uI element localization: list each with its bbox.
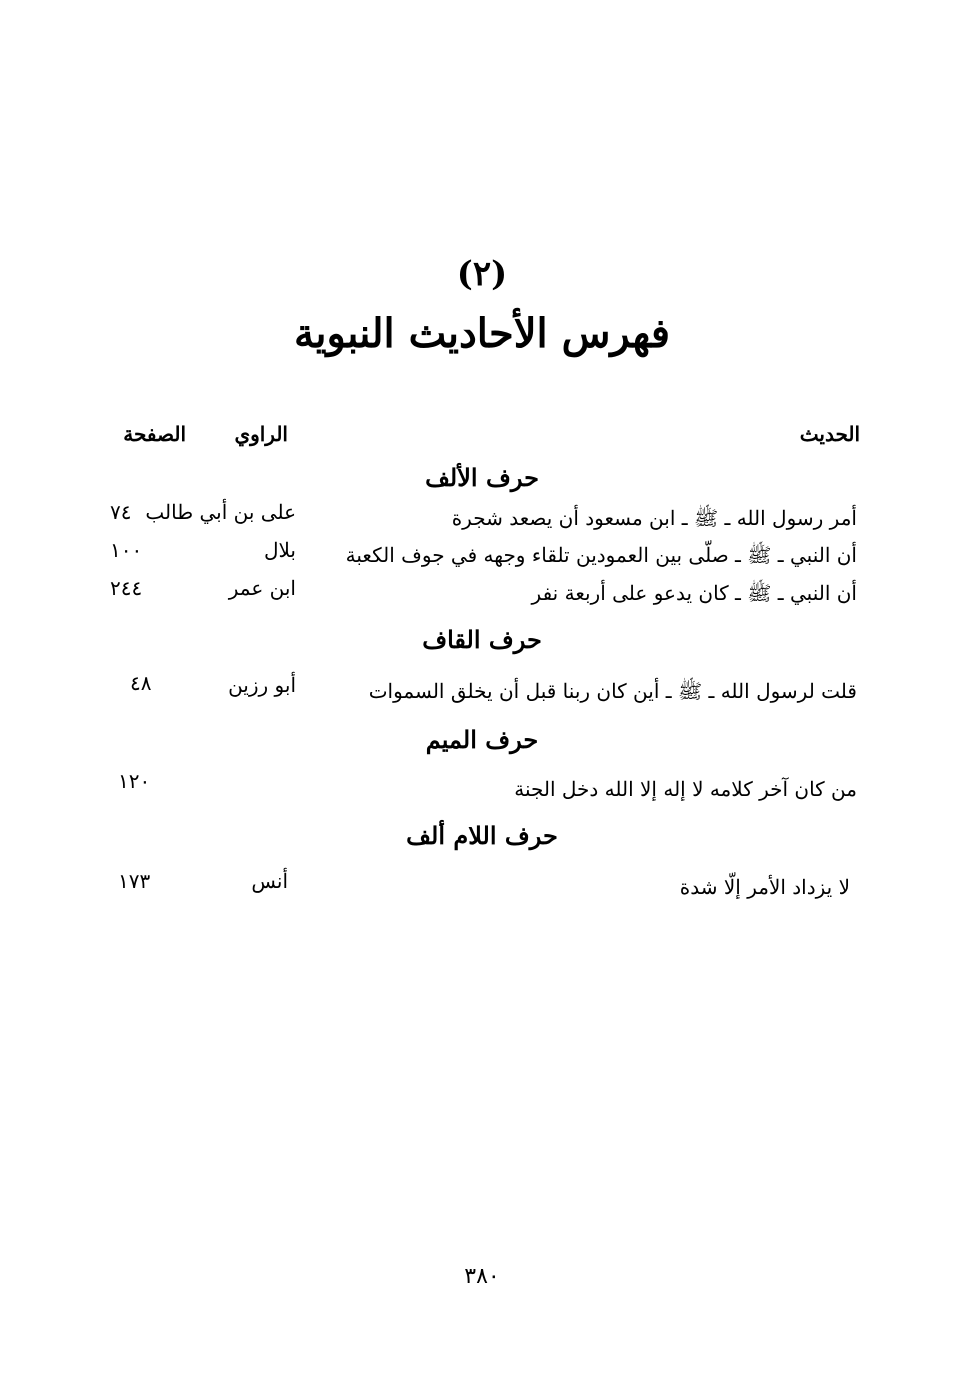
hadith-entry-page: ٤٨ — [130, 671, 152, 695]
hadith-entry-narrator: بلال — [263, 538, 296, 562]
hadith-entry-narrator: أنس — [251, 869, 288, 893]
page-title: فهرس الأحاديث النبوية — [293, 310, 671, 357]
section-heading-mim: حرف الميم — [425, 725, 539, 754]
hadith-entry-text: من كان آخر كلامه لا إله إلا الله دخل الجنة — [514, 777, 857, 801]
hadith-entry-page: ١٠٠ — [110, 538, 143, 562]
hadith-entry-page: ١٧٣ — [118, 869, 151, 893]
section-heading-alif: حرف الألف — [425, 463, 539, 492]
column-header-hadith: الحديث — [799, 422, 860, 446]
hadith-entry-text: أن النبي ـ ﷺ ـ كان يدعو على أربعة نفر — [531, 581, 857, 605]
hadith-entry-text: أمر رسول الله ـ ﷺ ـ ابن مسعود أن يصعد شجرة — [451, 506, 857, 530]
hadith-entry-page: ٧٤ — [110, 500, 132, 524]
hadith-entry-text: أن النبي ـ ﷺ ـ صلّى بين العمودين تلقاء وجهه في جوف الكعبة — [345, 543, 857, 567]
hadith-entry-text: لا يزداد الأمر إلّا شدة — [679, 875, 850, 899]
section-heading-qaf: حرف القاف — [422, 625, 542, 654]
hadith-entry-narrator: على بن أبي طالب — [145, 500, 296, 524]
column-header-narrator: الراوي — [234, 422, 288, 446]
section-heading-lam-alif: حرف اللام ألف — [406, 821, 558, 850]
page-number: ٣٨٠ — [464, 1264, 500, 1289]
hadith-entry-text: قلت لرسول الله ـ ﷺ ـ أين كان ربنا قبل أن يخلق السموات — [368, 679, 857, 703]
hadith-entry-page: ١٢٠ — [118, 769, 151, 793]
section-number: (٢) — [456, 254, 508, 294]
hadith-entry-page: ٢٤٤ — [110, 576, 143, 600]
column-header-page: الصفحة — [123, 422, 186, 446]
hadith-entry-narrator: أبو رزين — [228, 673, 296, 697]
hadith-entry-narrator: ابن عمر — [228, 576, 296, 600]
